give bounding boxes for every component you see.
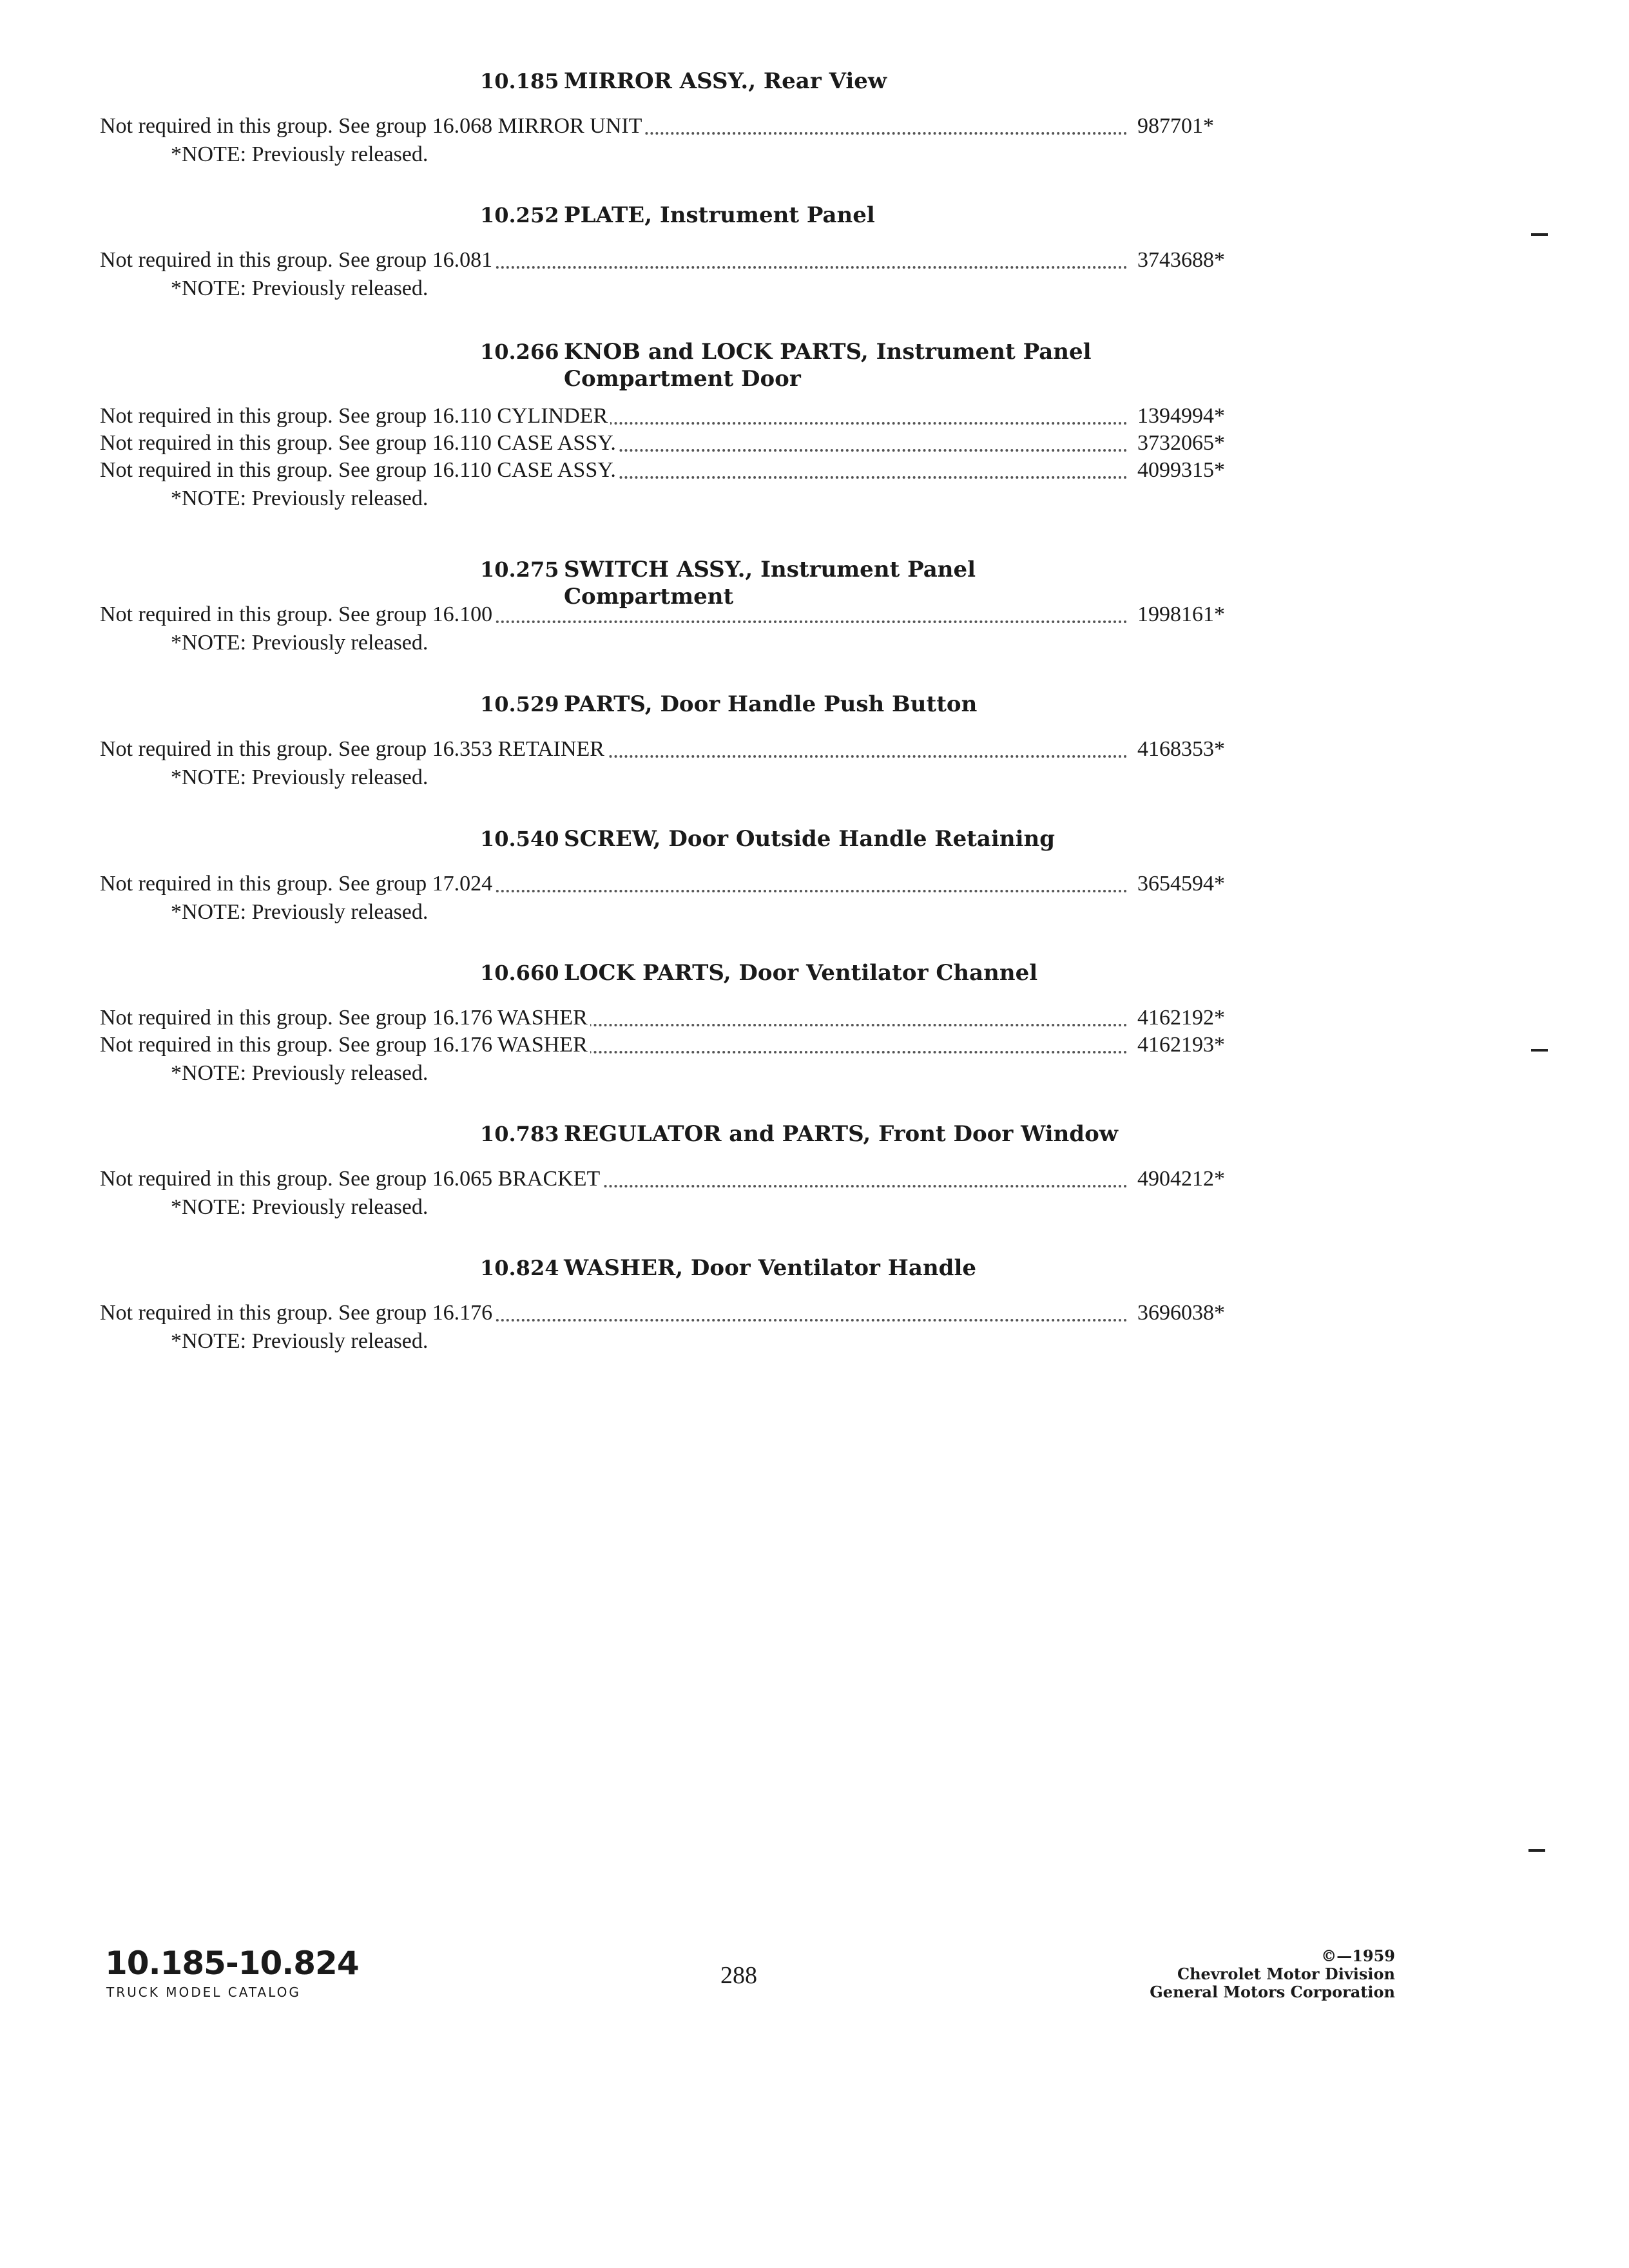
group-code: 10.529	[480, 692, 559, 716]
group-code: 10.252	[480, 203, 559, 227]
part-number: 3743688*	[1137, 247, 1260, 274]
part-entry	[100, 1032, 1260, 1059]
part-number: 987701*	[1137, 113, 1260, 140]
note: *NOTE: Previously released.	[171, 631, 429, 655]
part-entry	[100, 1166, 1260, 1193]
group-title: KNOB and LOCK PARTS, Instrument Panel Compartment Door	[564, 339, 1092, 392]
entry-text: Not required in this group. See group 16.065 BRACKET	[100, 1166, 602, 1193]
part-entry	[100, 113, 1260, 140]
entry-text: Not required in this group. See group 16.068 MIRROR UNIT	[100, 113, 644, 140]
part-number: 3654594*	[1137, 870, 1260, 898]
section-heading	[100, 61, 1260, 113]
margin-mark	[1531, 233, 1548, 236]
part-number: 1394994*	[1137, 403, 1260, 430]
section-10-783	[100, 1114, 1260, 1222]
part-number: 3732065*	[1137, 430, 1260, 457]
section-10-824	[100, 1248, 1260, 1356]
note: *NOTE: Previously released.	[171, 276, 429, 300]
note: *NOTE: Previously released.	[171, 1329, 429, 1353]
group-title: PARTS, Door Handle Push Button	[564, 691, 978, 717]
group-title: PLATE, Instrument Panel	[564, 202, 875, 228]
part-entry	[100, 457, 1260, 484]
section-heading	[100, 195, 1260, 247]
note: *NOTE: Previously released.	[171, 765, 429, 789]
section-10-275	[100, 550, 1260, 658]
part-entry	[100, 247, 1260, 274]
entry-text: Not required in this group. See group 17.024	[100, 870, 495, 898]
copyright: ©—1959	[1321, 1946, 1395, 1965]
part-entry	[100, 601, 1260, 628]
section-heading	[100, 1114, 1260, 1166]
group-code: 10.783	[480, 1122, 559, 1146]
entry-text: Not required in this group. See group 16.176 WASHER	[100, 1004, 590, 1032]
group-code: 10.540	[480, 827, 559, 851]
section-heading	[100, 953, 1260, 1004]
footer-publisher	[1031, 1947, 1395, 2001]
margin-mark	[1528, 1849, 1545, 1852]
part-number: 1998161*	[1137, 601, 1260, 628]
entry-text: Not required in this group. See group 16.176 WASHER	[100, 1032, 590, 1059]
section-heading	[100, 684, 1260, 736]
group-title: SCREW, Door Outside Handle Retaining	[564, 826, 1055, 852]
part-entry	[100, 1300, 1260, 1327]
group-code: 10.824	[480, 1256, 559, 1280]
group-title: REGULATOR and PARTS, Front Door Window	[564, 1121, 1119, 1147]
group-title: LOCK PARTS, Door Ventilator Channel	[564, 960, 1038, 986]
part-entry	[100, 1004, 1260, 1032]
section-10-529	[100, 684, 1260, 793]
entry-text: Not required in this group. See group 16.110 CASE ASSY.	[100, 430, 619, 457]
footer-catalog-name: TRUCK MODEL CATALOG	[106, 1984, 301, 2000]
group-title: SWITCH ASSY., Instrument Panel Compartment	[564, 557, 976, 610]
footer-group-range: 10.185-10.824	[105, 1945, 359, 1982]
note: *NOTE: Previously released.	[171, 142, 429, 166]
part-number: 4162192*	[1137, 1004, 1260, 1032]
entry-text: Not required in this group. See group 16.110 CYLINDER	[100, 403, 610, 430]
section-10-266	[100, 332, 1260, 514]
part-entry	[100, 870, 1260, 898]
entry-text: Not required in this group. See group 16.176	[100, 1300, 495, 1327]
corporation: General Motors Corporation	[1150, 1983, 1395, 2001]
part-number: 4168353*	[1137, 736, 1260, 763]
group-code: 10.660	[480, 961, 559, 985]
group-code: 10.275	[480, 557, 559, 582]
part-number: 3696038*	[1137, 1300, 1260, 1327]
page-number: 288	[720, 1962, 757, 1989]
section-10-540	[100, 819, 1260, 927]
entry-text: Not required in this group. See group 16.081	[100, 247, 495, 274]
entry-text: Not required in this group. See group 16.100	[100, 601, 495, 628]
section-heading	[100, 332, 1260, 403]
note: *NOTE: Previously released.	[171, 900, 429, 924]
group-code: 10.185	[480, 69, 559, 93]
section-heading	[100, 550, 1260, 610]
part-entry	[100, 736, 1260, 763]
group-title: MIRROR ASSY., Rear View	[564, 68, 887, 94]
section-heading	[100, 819, 1260, 870]
part-number: 4904212*	[1137, 1166, 1260, 1193]
group-code: 10.266	[480, 340, 559, 364]
part-entry	[100, 430, 1260, 457]
note: *NOTE: Previously released.	[171, 486, 429, 510]
section-heading	[100, 1248, 1260, 1300]
note: *NOTE: Previously released.	[171, 1195, 429, 1219]
margin-mark	[1531, 1049, 1548, 1052]
part-number: 4099315*	[1137, 457, 1260, 484]
section-10-252	[100, 195, 1260, 303]
entry-text: Not required in this group. See group 16.110 CASE ASSY.	[100, 457, 619, 484]
part-number: 4162193*	[1137, 1032, 1260, 1059]
note: *NOTE: Previously released.	[171, 1061, 429, 1085]
section-10-660	[100, 953, 1260, 1088]
group-title: WASHER, Door Ventilator Handle	[564, 1255, 977, 1281]
section-10-185	[100, 61, 1260, 169]
division: Chevrolet Motor Division	[1177, 1965, 1395, 1983]
part-entry	[100, 403, 1260, 430]
entry-text: Not required in this group. See group 16.353 RETAINER	[100, 736, 607, 763]
